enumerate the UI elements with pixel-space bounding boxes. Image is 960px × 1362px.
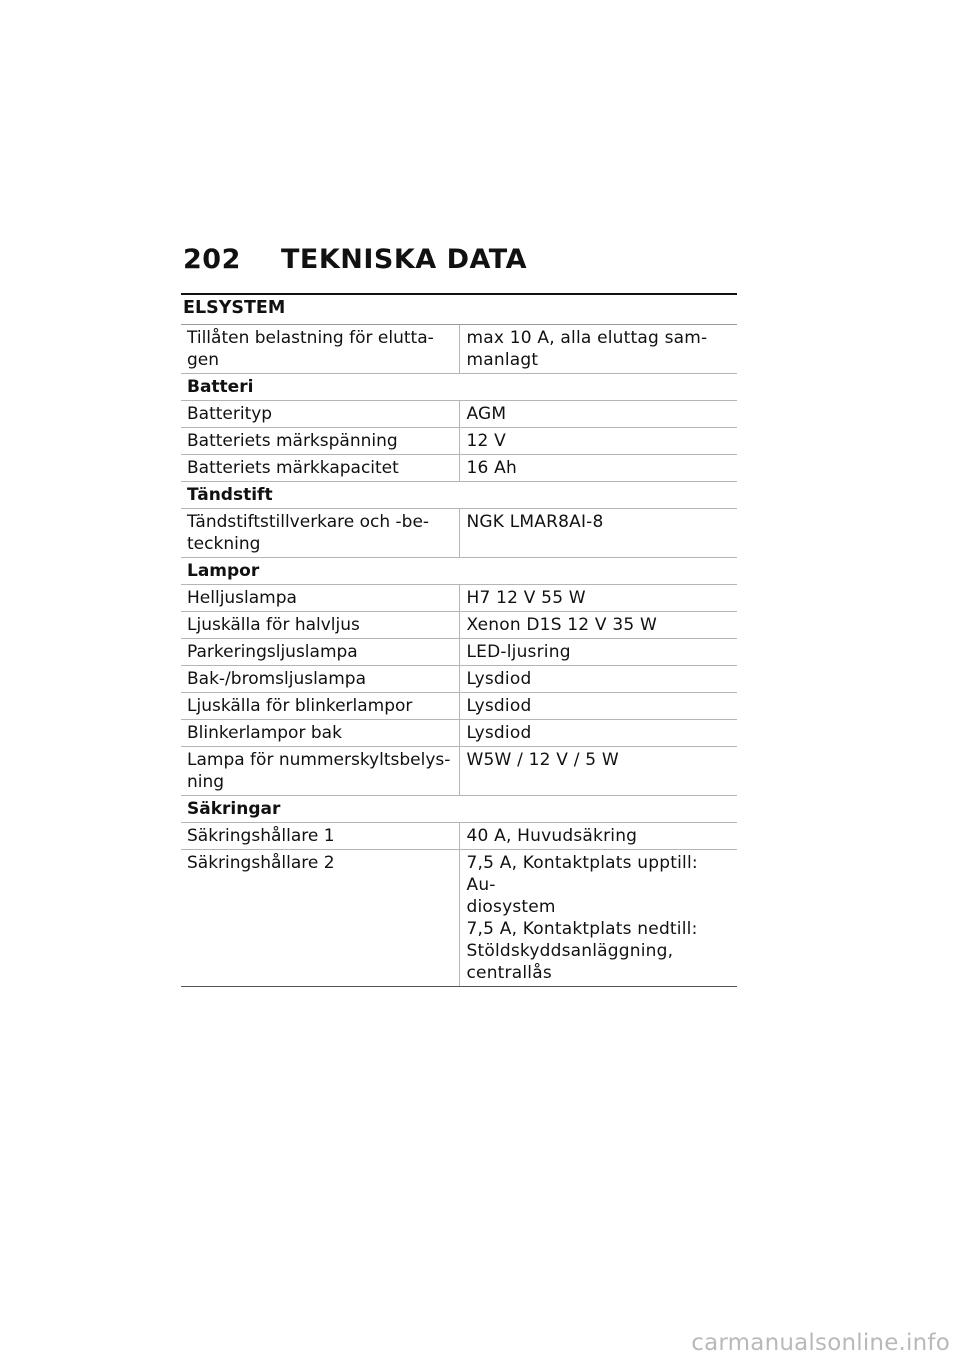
spec-label: Batteriets märkkapacitet xyxy=(181,455,459,482)
chapter-title: TEKNISKA DATA xyxy=(281,244,528,275)
section-title: ELSYSTEM xyxy=(181,293,737,325)
spec-row xyxy=(181,428,737,455)
page-number: 202 xyxy=(183,244,241,275)
spec-value: Lysdiod xyxy=(459,666,737,693)
spec-row xyxy=(181,823,737,850)
spec-row xyxy=(181,455,737,482)
spec-value: AGM xyxy=(459,401,737,428)
spec-row xyxy=(181,850,737,987)
spec-row xyxy=(181,509,737,558)
spec-label: Ljuskälla för blinkerlampor xyxy=(181,693,459,720)
spec-value: H7 12 V 55 W xyxy=(459,585,737,612)
spec-value: W5W / 12 V / 5 W xyxy=(459,747,737,796)
spec-label: Säkringshållare 2 xyxy=(181,850,459,987)
spec-row xyxy=(181,693,737,720)
group-header-row xyxy=(181,374,737,401)
spec-label: Batterityp xyxy=(181,401,459,428)
spec-value: 7,5 A, Kontaktplats upptill: Au- diosystem 7,5 A, Kontaktplats nedtill: Stöldskyddsanläggning, centrallås xyxy=(459,850,737,987)
spec-label: Säkringshållare 1 xyxy=(181,823,459,850)
spec-value: max 10 A, alla eluttag sam- manlagt xyxy=(459,325,737,374)
spec-value: LED-ljusring xyxy=(459,639,737,666)
spec-label: Lampa för nummerskyltsbelys- ning xyxy=(181,747,459,796)
spec-label: Ljuskälla för halvljus xyxy=(181,612,459,639)
spec-row xyxy=(181,747,737,796)
spec-label: Bak-/bromsljuslampa xyxy=(181,666,459,693)
spec-row xyxy=(181,612,737,639)
spec-value: 12 V xyxy=(459,428,737,455)
spec-row xyxy=(181,585,737,612)
spec-value: 16 Ah xyxy=(459,455,737,482)
page-header xyxy=(183,244,743,278)
spec-value: Xenon D1S 12 V 35 W xyxy=(459,612,737,639)
group-title: Lampor xyxy=(181,558,737,585)
spec-label: Batteriets märkspänning xyxy=(181,428,459,455)
spec-value: Lysdiod xyxy=(459,720,737,747)
group-title: Tändstift xyxy=(181,482,737,509)
spec-row xyxy=(181,401,737,428)
spec-table xyxy=(181,325,737,987)
spec-label: Helljuslampa xyxy=(181,585,459,612)
spec-row xyxy=(181,639,737,666)
watermark: carmanualsonline.info xyxy=(691,1330,950,1356)
spec-label: Blinkerlampor bak xyxy=(181,720,459,747)
spec-row xyxy=(181,720,737,747)
spec-label: Tillåten belastning för elutta- gen xyxy=(181,325,459,374)
group-header-row xyxy=(181,558,737,585)
spec-label: Parkeringsljuslampa xyxy=(181,639,459,666)
spec-label: Tändstiftstillverkare och -be- teckning xyxy=(181,509,459,558)
spec-row xyxy=(181,666,737,693)
spec-value: NGK LMAR8AI-8 xyxy=(459,509,737,558)
spec-value: 40 A, Huvudsäkring xyxy=(459,823,737,850)
spec-row xyxy=(181,325,737,374)
group-title: Säkringar xyxy=(181,796,737,823)
group-title: Batteri xyxy=(181,374,737,401)
group-header-row xyxy=(181,482,737,509)
elsystem-section xyxy=(181,293,737,987)
spec-value: Lysdiod xyxy=(459,693,737,720)
group-header-row xyxy=(181,796,737,823)
